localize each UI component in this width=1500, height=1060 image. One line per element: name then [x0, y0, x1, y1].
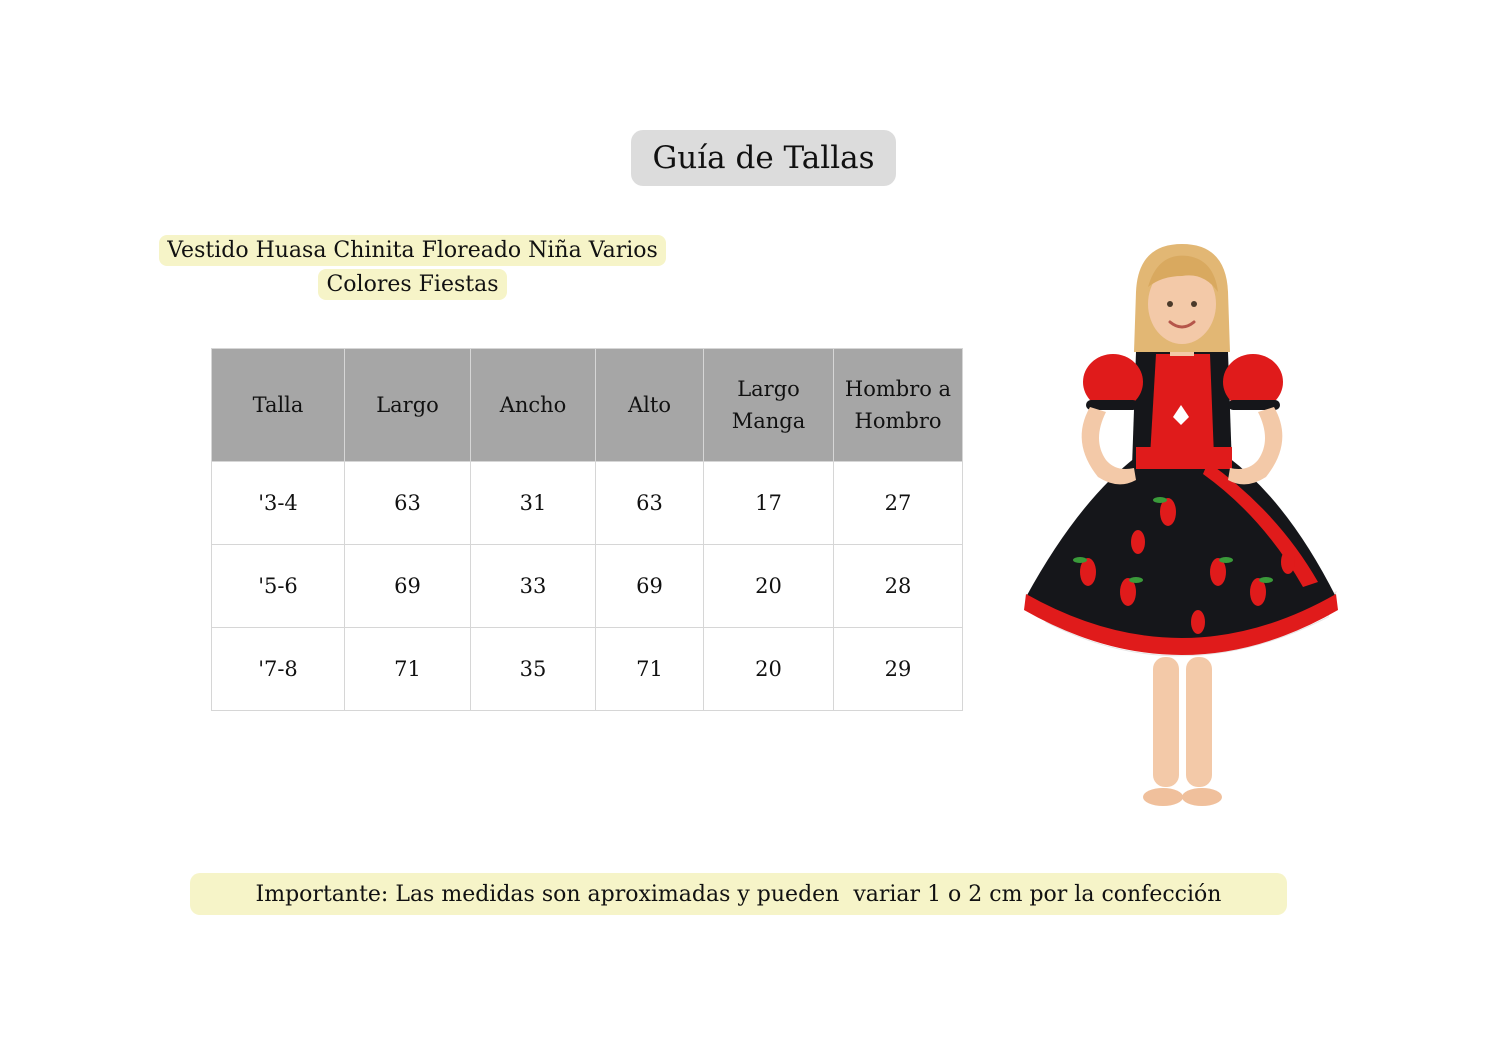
table-cell: 63 — [596, 462, 704, 545]
table-cell: 31 — [471, 462, 596, 545]
page-title: Guía de Tallas — [631, 130, 896, 186]
table-cell: 71 — [596, 628, 704, 711]
table-cell: 33 — [471, 545, 596, 628]
header-talla: Talla — [212, 349, 345, 462]
header-largo-manga: Largo Manga — [704, 349, 834, 462]
important-note: Importante: Las medidas son aproximadas y pueden variar 1 o 2 cm por la confección — [190, 873, 1287, 915]
table-cell: 20 — [704, 545, 834, 628]
size-table — [211, 348, 963, 711]
table-cell: 63 — [345, 462, 471, 545]
header-hombro-a-hombro: Hombro a Hombro — [834, 349, 963, 462]
product-name-text: Vestido Huasa Chinita Floreado Niña Varios Colores Fiestas — [159, 235, 666, 300]
header-largo: Largo — [345, 349, 471, 462]
table-row — [212, 628, 963, 711]
table-cell: '7-8 — [212, 628, 345, 711]
product-name — [140, 234, 685, 302]
table-row — [212, 462, 963, 545]
table-cell: 17 — [704, 462, 834, 545]
table-cell: 29 — [834, 628, 963, 711]
header-alto: Alto — [596, 349, 704, 462]
table-cell: 69 — [345, 545, 471, 628]
table-row — [212, 545, 963, 628]
header-ancho: Ancho — [471, 349, 596, 462]
table-cell: 69 — [596, 545, 704, 628]
table-cell: 20 — [704, 628, 834, 711]
size-table-header-row — [212, 349, 963, 462]
table-cell: 28 — [834, 545, 963, 628]
table-cell: '3-4 — [212, 462, 345, 545]
table-cell: 27 — [834, 462, 963, 545]
girl-in-dress-illustration — [1018, 242, 1346, 817]
table-cell: 35 — [471, 628, 596, 711]
table-cell: '5-6 — [212, 545, 345, 628]
table-cell: 71 — [345, 628, 471, 711]
